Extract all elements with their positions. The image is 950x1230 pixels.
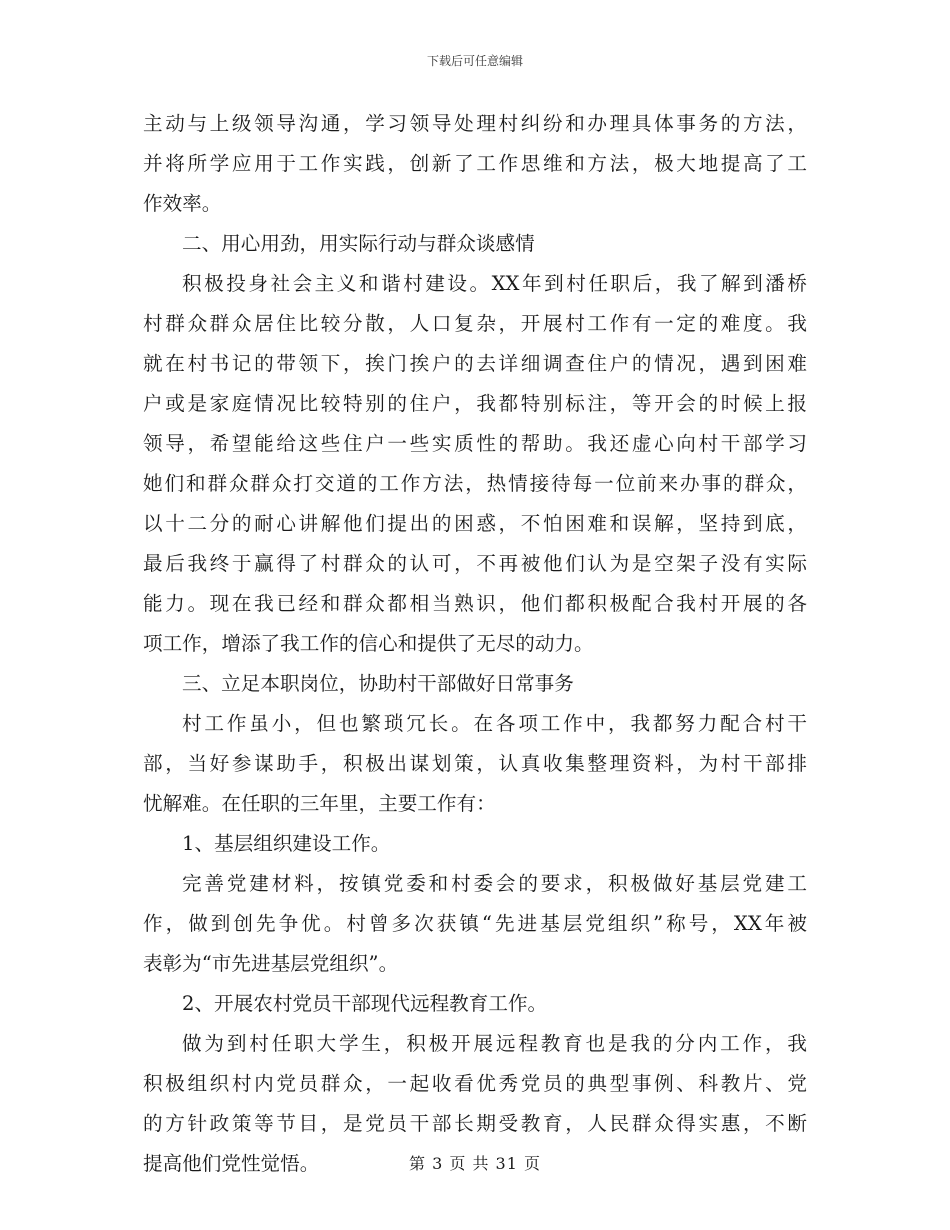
text-line: 提高他们党性觉悟。 [143, 1152, 320, 1175]
page-header-note: 下载后可任意编辑 [426, 54, 523, 68]
text-line: 作，做到创先争优。村曾多次获镇“先进基层党组织”称号，XX年被 [143, 912, 807, 935]
text-line: 主动与上级领导沟通，学习领导处理村纠纷和办理具体事务的方法， [143, 112, 807, 135]
text-line: 忧解难。在任职的三年里，主要工作有： [143, 792, 496, 815]
text-line: 项工作，增添了我工作的信心和提供了无尽的动力。 [143, 632, 594, 655]
subsection-heading: 1、基层组织建设工作。 [182, 832, 391, 855]
text-line: 完善党建材料，按镇党委和村委会的要求，积极做好基层党建工 [182, 872, 807, 895]
text-line: 就在村书记的带领下，挨门挨户的去详细调查住户的情况，遇到困难 [143, 352, 807, 375]
text-line: 她们和群众群众打交道的工作方法，热情接待每一位前来办事的群众， [143, 472, 807, 495]
text-line: 积极投身社会主义和谐村建设。XX年到村任职后，我了解到潘桥 [182, 272, 807, 295]
text-line: 表彰为“市先进基层党组织”。 [143, 952, 399, 975]
page-number: 第 3 页 共 31 页 [409, 1154, 541, 1173]
text-line: 并将所学应用于工作实践，创新了工作思维和方法，极大地提高了工 [143, 152, 807, 175]
text-line: 最后我终于赢得了村群众的认可，不再被他们认为是空架子没有实际 [143, 552, 807, 575]
text-line: 作效率。 [143, 192, 222, 215]
text-line: 做为到村任职大学生，积极开展远程教育也是我的分内工作，我 [182, 1032, 807, 1055]
text-line: 部，当好参谋助手，积极出谋划策，认真收集整理资料，为村干部排 [143, 752, 807, 775]
text-line: 积极组织村内党员群众，一起收看优秀党员的典型事例、科教片、党 [143, 1072, 807, 1095]
subsection-heading: 2、开展农村党员干部现代远程教育工作。 [182, 992, 548, 1015]
document-body [143, 104, 807, 1184]
text-line: 能力。现在我已经和群众都相当熟识，他们都积极配合我村开展的各 [143, 592, 807, 615]
text-line: 村群众群众居住比较分散，人口复杂，开展村工作有一定的难度。我 [143, 312, 807, 335]
section-heading: 二、用心用劲，用实际行动与群众谈感情 [182, 232, 535, 255]
text-line: 户或是家庭情况比较特别的住户，我都特别标注，等开会的时候上报 [143, 392, 807, 415]
text-line: 村工作虽小，但也繁琐冗长。在各项工作中，我都努力配合村干 [182, 712, 807, 735]
text-line: 以十二分的耐心讲解他们提出的困惑，不怕困难和误解，坚持到底， [143, 512, 807, 535]
text-line: 领导，希望能给这些住户一些实质性的帮助。我还虚心向村干部学习 [143, 432, 807, 455]
text-line: 的方针政策等节目，是党员干部长期受教育，人民群众得实惠，不断 [143, 1112, 807, 1135]
section-heading: 三、立足本职岗位，协助村干部做好日常事务 [182, 672, 574, 695]
